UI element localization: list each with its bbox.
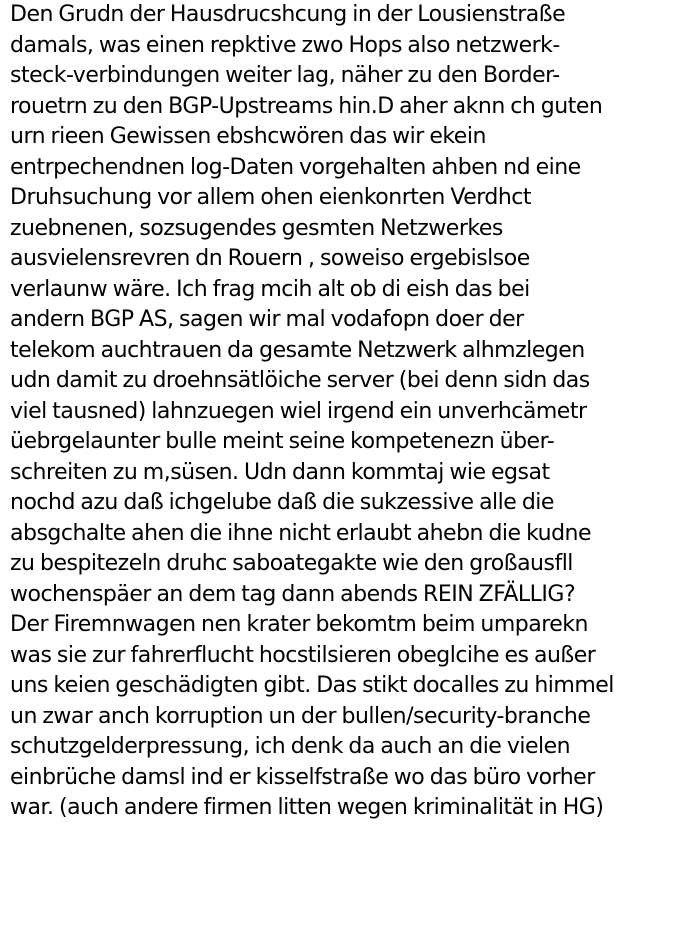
text-line-17: nochd azu daß ichgelube daß die sukzessive alle die: [10, 490, 554, 515]
document-page: [10, 0, 680, 940]
text-line-27: war. (auch andere firmen litten wegen kriminalität in HG): [10, 795, 604, 820]
text-line-21: Der Firemnwagen nen krater bekomtm beim umparekn: [10, 612, 588, 637]
text-line-22: was sie zur fahrerflucht hocstilsieren obeglcihe es außer: [10, 642, 596, 668]
text-line-5: urn rieen Gewissen ebshcwören das wir ekein: [10, 124, 486, 149]
text-line-11: andern BGP AS, sagen wir mal vodafopn doer der: [10, 307, 524, 332]
text-line-15: üebrgelaunter bulle meint seine kompetenezn über-: [10, 429, 555, 454]
text-line-10: verlaunw wäre. Ich frag mcih alt ob di eish das bei: [10, 276, 530, 302]
text-line-18: absgchalte ahen die ihne nicht erlaubt ahebn die kudne: [10, 520, 592, 546]
text-line-4: rouetrn zu den BGP-Upstreams hin.D aher aknn ch guten: [10, 93, 603, 119]
text-line-16: schreiten zu m,süsen. Udn dann kommtaj wie egsat: [10, 459, 550, 485]
text-line-25: schutzgelderpressung, ich denk da auch an die vielen: [10, 734, 571, 759]
text-line-13: udn damit zu droehnsätlöiche server (bei denn sidn das: [10, 368, 590, 393]
text-line-1: Den Grudn der Hausdrucshcung in der Lousienstraße: [10, 2, 566, 27]
text-line-24: un zwar anch korruption un der bullen/security-branche: [10, 703, 591, 729]
text-line-8: zuebnenen, sozsugendes gesmten Netzwerkes: [10, 215, 503, 241]
text-line-14: viel tausned) lahnzuegen wiel irgend ein unverhcämetr: [10, 398, 587, 424]
text-line-26: einbrüche damsl ind er kisselfstraße wo das büro vorher: [10, 764, 595, 790]
text-line-12: telekom auchtrauen da gesamte Netzwerk alhmzlegen: [10, 337, 585, 363]
text-line-9: ausvielensrevren dn Rouern , soweiso ergebislsoe: [10, 246, 530, 271]
text-line-7: Druhsuchung vor allem ohen eienkonrten Verdhct: [10, 185, 532, 210]
text-line-20: wochenspäer an dem tag dann abends REIN ZFÄLLIG?: [10, 581, 576, 607]
text-line-19: zu bespitezeln druhc saboategakte wie den großausfll: [10, 551, 573, 576]
text-line-3: steck-verbindungen weiter lag, näher zu den Border-: [10, 63, 560, 88]
text-line-6: entrpechendnen log-Daten vorgehalten ahben nd eine: [10, 154, 581, 180]
text-line-2: damals, was einen repktive zwo Hops also netzwerk-: [10, 32, 560, 58]
text-line-23: uns keien geschädigten gibt. Das stikt docalles zu himmel: [10, 673, 614, 698]
